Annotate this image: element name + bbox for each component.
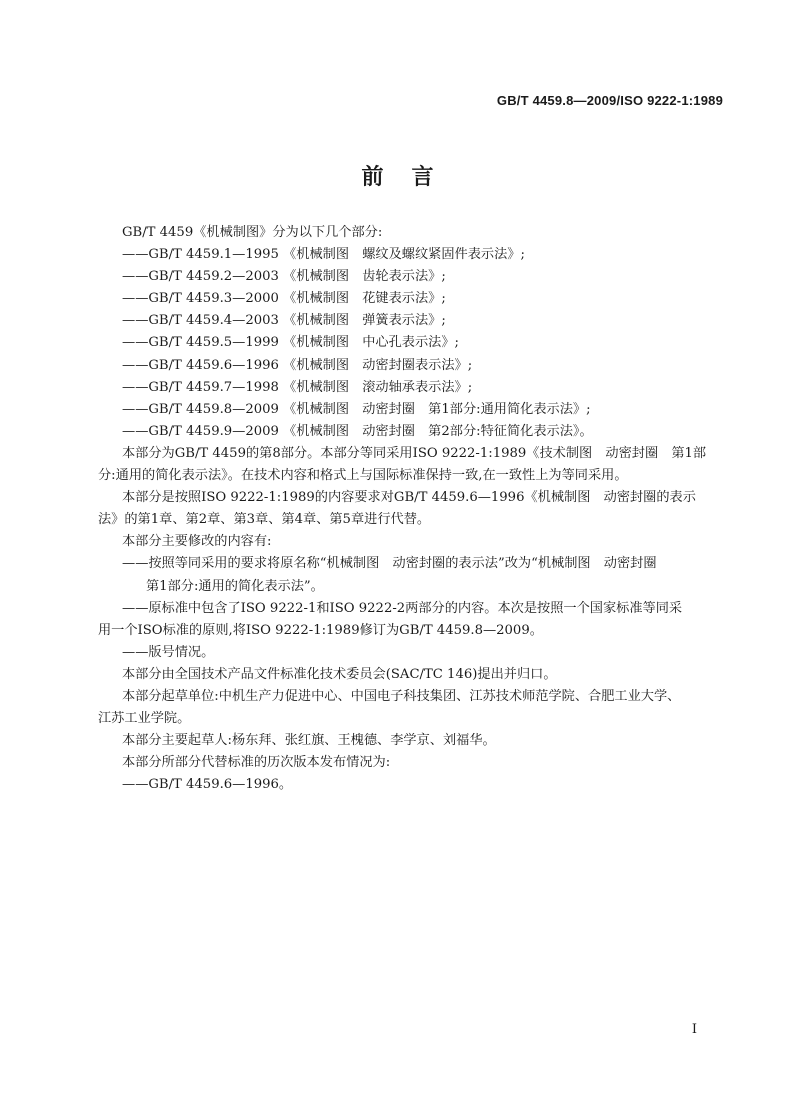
paragraph-line: ——版号情况。 (122, 644, 215, 660)
document-body (98, 222, 713, 796)
paragraph-line: 本部分起草单位:中机生产力促进中心、中国电子科技集团、江苏技术师范学院、合肥工业大学、 (122, 688, 681, 704)
paragraph-line: 本部分是按照ISO 9222-1:1989的内容要求对GB/T 4459.6—1996《机械制图 动密封圈的表示 (122, 490, 696, 506)
page-number: I (691, 1022, 697, 1037)
page-title: 前言 (361, 164, 462, 190)
paragraph-line: ——GB/T 4459.3—2000 《机械制图 花键表示法》; (122, 291, 446, 307)
paragraph-line: ——GB/T 4459.5—1999 《机械制图 中心孔表示法》; (122, 335, 459, 351)
paragraph-line: 本部分主要起草人:杨东拜、张红旗、王槐德、李学京、刘福华。 (122, 733, 496, 749)
paragraph-line: 本部分由全国技术产品文件标准化技术委员会(SAC/TC 146)提出并归口。 (122, 666, 557, 682)
paragraph-line: ——GB/T 4459.6—1996。 (122, 777, 293, 793)
paragraph-line: 第1部分:通用的简化表示法”。 (146, 578, 324, 594)
paragraph-line: ——GB/T 4459.2—2003 《机械制图 齿轮表示法》; (122, 269, 446, 285)
paragraph-line: ——GB/T 4459.1—1995 《机械制图 螺纹及螺纹紧固件表示法》; (122, 247, 525, 263)
paragraph-line: ——GB/T 4459.4—2003 《机械制图 弹簧表示法》; (122, 313, 446, 329)
paragraph-line: 分:通用的简化表示法》。在技术内容和格式上与国际标准保持一致,在一致性上为等同采用。 (98, 468, 628, 484)
paragraph-line: 本部分主要修改的内容有: (122, 534, 272, 550)
paragraph-line: ——GB/T 4459.9—2009 《机械制图 动密封圈 第2部分:特征简化表示法》。 (122, 423, 593, 439)
paragraph-line: ——GB/T 4459.8—2009 《机械制图 动密封圈 第1部分:通用简化表示法》; (122, 401, 591, 417)
paragraph-line: 用一个ISO标准的原则,将ISO 9222-1:1989修订为GB/T 4459.8—2009。 (98, 622, 543, 638)
paragraph-line: ——GB/T 4459.6—1996 《机械制图 动密封圈表示法》; (122, 357, 473, 373)
paragraph-line: ——GB/T 4459.7—1998 《机械制图 滚动轴承表示法》; (122, 379, 473, 395)
paragraph-line: 本部分为GB/T 4459的第8部分。本部分等同采用ISO 9222-1:1989《技术制图 动密封圈 第1部 (122, 445, 707, 461)
paragraph-line: 江苏工业学院。 (98, 711, 191, 727)
paragraph-line: GB/T 4459《机械制图》分为以下几个部分: (122, 225, 383, 240)
standard-code: GB/T 4459.8—2009/ISO 9222-1:1989 (496, 93, 723, 108)
paragraph-line: ——按照等同采用的要求将原名称“机械制图 动密封圈的表示法”改为“机械制图 动密封圈 (122, 556, 657, 572)
paragraph-line: ——原标准中包含了ISO 9222-1和ISO 9222-2两部分的内容。本次是按照一个国家标准等同采 (122, 600, 683, 616)
paragraph-line: 本部分所部分代替标准的历次版本发布情况为: (122, 755, 391, 771)
paragraph-line: 法》的第1章、第2章、第3章、第4章、第5章进行代替。 (98, 512, 431, 528)
